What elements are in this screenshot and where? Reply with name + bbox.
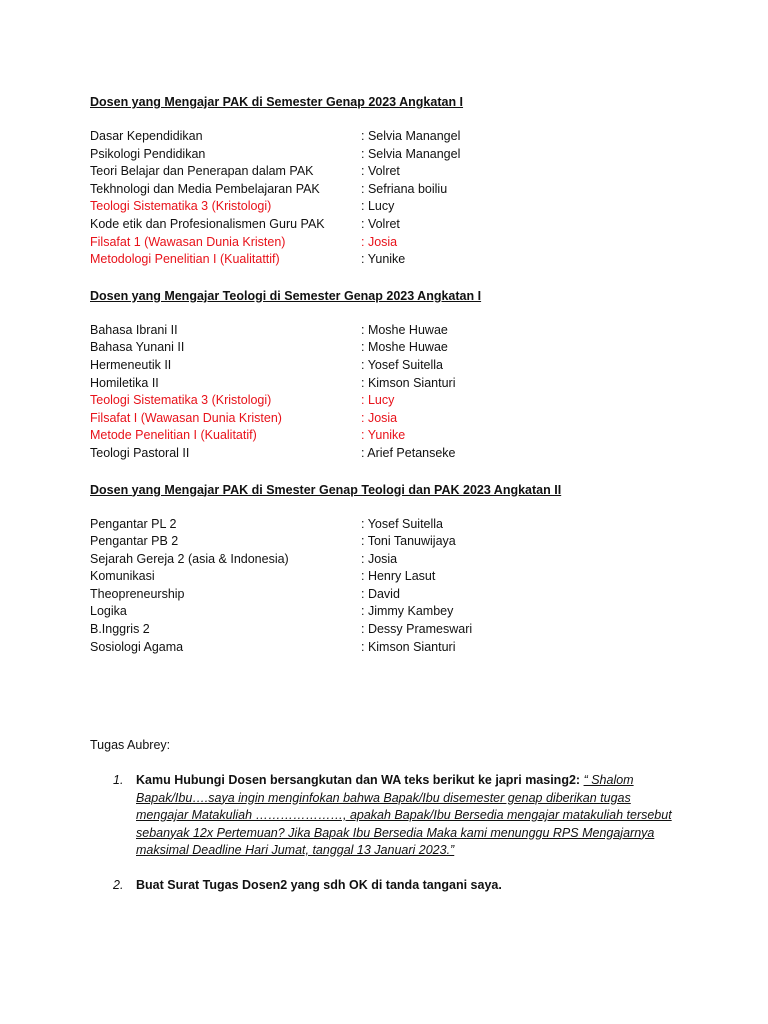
lecturer-name: : Dessy Prameswari	[361, 622, 473, 637]
task-text: Kamu Hubungi Dosen bersangkutan dan WA teks berikut ke japri masing2:	[136, 773, 581, 787]
course-name: Metode Penelitian I (Kualitatif)	[90, 428, 257, 443]
course-row	[90, 339, 690, 357]
section-heading: Dosen yang Mengajar Teologi di Semester Genap 2023 Angkatan I	[90, 288, 482, 303]
lecturer-name: : Arief Petanseke	[361, 445, 456, 460]
tugas-title: Tugas Aubrey:	[90, 738, 171, 752]
lecturer-name: : Moshe Huwae	[361, 340, 448, 355]
course-name: Teologi Sistematika 3 (Kristologi)	[90, 199, 272, 214]
lecturer-name: : Jimmy Kambey	[361, 604, 454, 619]
course-row	[90, 533, 690, 551]
course-list	[90, 322, 690, 463]
course-row	[90, 410, 690, 428]
section-angkatan-2	[90, 481, 690, 657]
lecturer-name: : Henry Lasut	[361, 569, 436, 584]
section-teologi-angkatan-1	[90, 287, 690, 463]
course-name: Homiletika II	[90, 375, 159, 390]
course-name: Sejarah Gereja 2 (asia & Indonesia)	[90, 551, 289, 566]
task-text: Buat Surat Tugas Dosen2 yang sdh OK di tanda tangani saya.	[136, 878, 502, 892]
course-row	[90, 551, 690, 569]
course-row	[90, 146, 690, 164]
course-row	[90, 375, 690, 393]
section-heading: Dosen yang Mengajar PAK di Smester Genap Teologi dan PAK 2023 Angkatan II	[90, 482, 562, 497]
course-name: Teori Belajar dan Penerapan dalam PAK	[90, 164, 314, 179]
course-row	[90, 603, 690, 621]
course-row	[90, 392, 690, 410]
lecturer-name: : David	[361, 586, 400, 601]
lecturer-name: : Yosef Suitella	[361, 357, 444, 372]
course-row	[90, 568, 690, 586]
lecturer-name: : Moshe Huwae	[361, 322, 448, 337]
lecturer-name: : Selvia Manangel	[361, 129, 461, 143]
course-name: Teologi Pastoral II	[90, 445, 190, 460]
course-list	[90, 516, 690, 657]
course-row	[90, 163, 690, 181]
course-name: Hermeneutik II	[90, 357, 172, 372]
course-name: Filsafat 1 (Wawasan Dunia Kristen)	[90, 234, 286, 249]
task-body	[136, 772, 676, 860]
lecturer-name: : Yunike	[361, 428, 406, 443]
lecturer-name: : Kimson Sianturi	[361, 639, 456, 654]
section-heading: Dosen yang Mengajar PAK di Semester Genap 2023 Angkatan I	[90, 95, 464, 109]
course-row	[90, 621, 690, 639]
course-name: Theopreneurship	[90, 586, 185, 601]
course-row	[90, 181, 690, 199]
lecturer-name: : Sefriana boiliu	[361, 181, 448, 196]
course-name: Filsafat I (Wawasan Dunia Kristen)	[90, 410, 282, 425]
course-name: Logika	[90, 604, 127, 619]
course-row	[90, 357, 690, 375]
course-name: Pengantar PB 2	[90, 534, 179, 549]
course-name: Tekhnologi dan Media Pembelajaran PAK	[90, 181, 320, 196]
course-row	[90, 322, 690, 340]
task-body	[136, 877, 676, 895]
course-list	[90, 128, 690, 269]
whatsapp-message-quote: “ Shalom Bapak/Ibu….saya ingin menginfokan bahwa Bapak/Ibu disemester genap diberikan tugas mengajar Matakuliah …………………, apakah Bapak/Ibu Bersedia mengajar matakuliah tersebut sebanyak 12x Pertemuan? Jika Bapak Ibu Bersedia Maka kami menunggu RPS Mengajarnya maksimal Deadline Hari Jumat, tanggal 13 Januari 2023.”	[136, 773, 672, 857]
lecturer-name: : Yosef Suitella	[361, 516, 444, 531]
course-name: Sosiologi Agama	[90, 639, 184, 654]
lecturer-name: : Toni Tanuwijaya	[361, 534, 456, 549]
course-row	[90, 427, 690, 445]
lecturer-name: : Lucy	[361, 393, 395, 408]
course-name: Psikologi Pendidikan	[90, 146, 206, 161]
course-row	[90, 216, 690, 234]
course-row	[90, 128, 690, 146]
course-name: Komunikasi	[90, 569, 155, 584]
course-name: Bahasa Yunani II	[90, 340, 185, 355]
course-name: Bahasa Ibrani II	[90, 322, 178, 337]
document-body	[90, 93, 690, 674]
task-number: 1.	[113, 773, 124, 787]
lecturer-name: : Kimson Sianturi	[361, 375, 456, 390]
course-row	[90, 198, 690, 216]
course-name: Pengantar PL 2	[90, 516, 177, 531]
lecturer-name: : Lucy	[361, 199, 395, 214]
lecturer-name: : Volret	[361, 164, 400, 179]
course-row	[90, 234, 690, 252]
section-pak-angkatan-1	[90, 93, 690, 269]
course-row	[90, 586, 690, 604]
course-row	[90, 516, 690, 534]
course-name: Dasar Kependidikan	[90, 129, 203, 143]
lecturer-name: : Josia	[361, 551, 398, 566]
course-name: Kode etik dan Profesionalismen Guru PAK	[90, 216, 325, 231]
lecturer-name: : Josia	[361, 234, 398, 249]
course-name: Metodologi Penelitian I (Kualitattif)	[90, 252, 280, 267]
course-name: B.Inggris 2	[90, 622, 150, 637]
course-row	[90, 251, 690, 269]
course-row	[90, 639, 690, 657]
lecturer-name: : Volret	[361, 216, 400, 231]
lecturer-name: : Josia	[361, 410, 398, 425]
task-number: 2.	[113, 878, 124, 892]
lecturer-name: : Yunike	[361, 252, 406, 267]
course-row	[90, 445, 690, 463]
course-name: Teologi Sistematika 3 (Kristologi)	[90, 393, 272, 408]
lecturer-name: : Selvia Manangel	[361, 146, 461, 161]
